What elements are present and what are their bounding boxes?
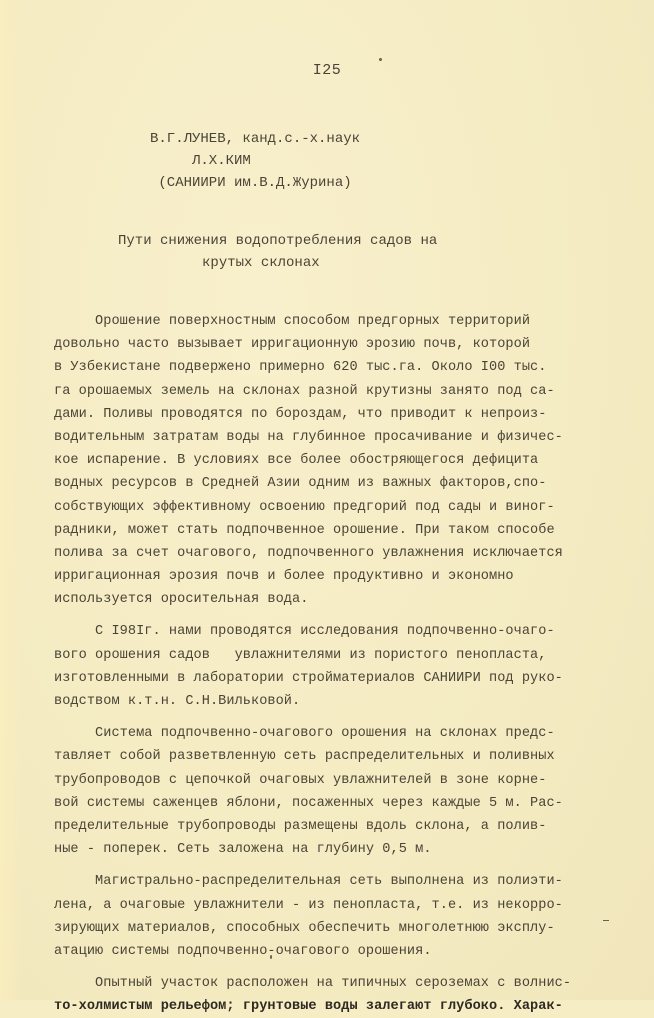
text-line: трубопроводов с цепочкой очаговых увлажнителей в зоне корне-	[54, 772, 547, 788]
text-line: пределительные трубопроводы размещены вдоль склона, а полив-	[54, 818, 547, 834]
text-line: изготовленными в лаборатории стройматериалов САНИИРИ под руко-	[54, 670, 563, 686]
affiliation-line: (САНИИРИ им.В.Д.Журина)	[150, 175, 352, 191]
text-line: Опытный участок расположен на типичных сероземах с волнис-	[54, 976, 572, 992]
text-line: га орошаемых земель на склонах разной крутизны занято под са-	[54, 383, 555, 399]
author-line: В.Г.ЛУНЕВ, канд.с.-х.наук	[150, 131, 361, 147]
title-line: крутых склонах	[118, 255, 320, 271]
paragraph-1	[54, 310, 574, 611]
author-block	[150, 128, 360, 194]
text-line: атацию системы подпочвенно-очагового орошения.	[54, 943, 432, 959]
article-body	[54, 310, 574, 1018]
ink-speck	[603, 920, 609, 921]
text-line: водительным затратам воды на глубинное просачивание и физичес-	[54, 429, 563, 445]
text-line: вой системы саженцев яблони, посаженных через каждые 5 м. Рас-	[54, 795, 563, 811]
text-line: зирующих материалов, способных обеспечить многолетнюю эксплу-	[54, 920, 555, 936]
text-line: водством к.т.н. С.Н.Вильковой.	[54, 694, 301, 709]
paragraph-2	[54, 620, 574, 713]
text-line: вого орошения садов увлажнителями из пористого пенопласта,	[54, 647, 547, 663]
paragraph-3	[54, 722, 574, 861]
paragraph-4	[54, 870, 574, 963]
author-line: Л.Х.КИМ	[150, 153, 251, 169]
text-line: то-холмистым рельефом; грунтовые воды залегают глубоко. Харак-	[54, 999, 563, 1015]
text-line: лена, а очаговые увлажнители - из пенопласта, т.е. из некорро-	[54, 897, 563, 913]
text-line: довольно часто вызывает ирригационную эрозию почв, которой	[54, 337, 531, 353]
text-line: Система подпочвенно-очагового орошения на склонах предс-	[54, 726, 555, 742]
title-line: Пути снижения водопотребления садов на	[118, 233, 438, 249]
text-line: кое испарение. В условиях все более обостряющегося дефицита	[54, 453, 539, 469]
paragraph-5	[54, 972, 574, 1018]
text-line: полива за счет очагового, подпочвенного увлажнения исключается	[54, 545, 563, 561]
page-number: I25	[312, 62, 342, 79]
text-line: С I98Iг. нами проводятся исследования подпочвенно-очаго-	[54, 624, 555, 640]
text-line: дами. Поливы проводятся по бороздам, что приводит к непроиз-	[54, 406, 547, 422]
text-line: собствующих эффективному освоению предгорий под сады и виног-	[54, 499, 555, 515]
article-title	[118, 230, 437, 274]
text-line: в Узбекистане подвержено примерно 620 тыс.га. Около I00 тыс.	[54, 360, 547, 376]
text-line: ные - поперек. Сеть заложена на глубину 0,5 м.	[54, 842, 432, 858]
text-line: тавляет собой разветвленную сеть распределительных и поливных	[54, 749, 555, 765]
text-line: водных ресурсов в Средней Азии одним из важных факторов,спо-	[54, 476, 547, 492]
text-line: используется оросительная вода.	[54, 592, 309, 608]
text-line: радники, может стать подпочвенное орошение. При таком способе	[54, 522, 555, 538]
text-line: Орошение поверхностным способом предгорных территорий	[54, 314, 531, 329]
text-line: ирригационная эрозия почв и более продуктивно и экономно	[54, 569, 514, 585]
text-line: Магистрально-распределительная сеть выполнена из полиэти-	[54, 874, 563, 890]
ink-speck	[379, 58, 382, 61]
